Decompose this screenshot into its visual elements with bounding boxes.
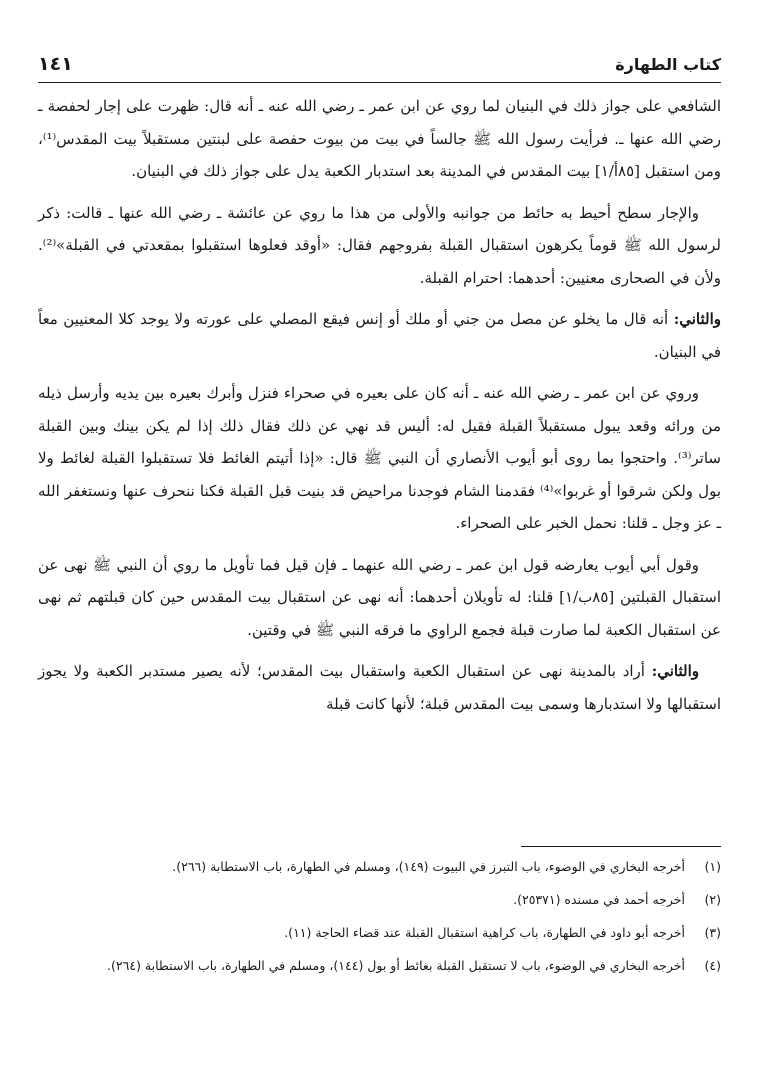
paragraph bbox=[38, 303, 721, 368]
paragraph-text: والإجار سطح أحيط به حائط من جوانبه والأولى من هذا ما روي عن عائشة ـ رضي الله عنها ـ قالت: ذكر لرسول الله ﷺ قوماً يكرهون استقبال القبلة بفروجهم فقال: «أوقد فعلوها استقبلوا بمقعدتي في القبلة»⁽²⁾. ولأن في الصحارى معنيين: أحدهما: احترام القبلة. bbox=[38, 203, 721, 287]
footnote-text: أخرجه أبو داود في الطهارة، باب كراهية استقبال القبلة عند قضاء الحاجة (١١). bbox=[284, 925, 685, 940]
paragraph-text: وقول أبي أيوب يعارضه قول ابن عمر ـ رضي الله عنهما ـ فإن قيل فما تأويل ما روي أن النبي ﷺ نهى عن استقبال القبلتين [٨٥ب/١] قلنا: له تأويلان أحدهما: أنه نهى عن استقبال بيت المقدس حين كان قبلتهم ثم نهى عن استقبال الكعبة لما صارت قبلة فجمع الراوي ما فرقه النبي ﷺ في وقتين. bbox=[38, 555, 721, 639]
footnote bbox=[38, 954, 721, 977]
footnote bbox=[38, 855, 721, 878]
paragraph-text: أراد بالمدينة نهى عن استقبال الكعبة واستقبال بيت المقدس؛ لأنه يصير مستدبر الكعبة ولا يجوز استقبالها ولا استدبارها وسمى بيت المقدس قبلة؛ لأنها كانت قبلة bbox=[38, 662, 721, 713]
header-rule bbox=[38, 82, 721, 83]
paragraph-text: وروي عن ابن عمر ـ رضي الله عنه ـ أنه كان على بعيره في صحراء فنزل وأبرك بعيره بين يديه وأرسل ذيله من ورائه وقعد يبول مستقبلاً القبلة فقيل له: أليس قد نهي عن ذلك فقال ذلك إذا لم يكن بينك وبين القبلة ساتر⁽³⁾. واحتجوا بما روى أبو أيوب الأنصاري أن النبي ﷺ قال: «إذا أتيتم الغائط فلا تستقبلوا القبلة لغائط ولا بول ولكن شرقوا أو غربوا»⁽⁴⁾ فقدمنا الشام فوجدنا مراحيض قد بنيت قبل القبلة فكنا ننحرف عنها ونستغفر الله ـ عز وجل ـ قلنا: نحمل الخبر على الصحراء. bbox=[38, 384, 722, 532]
paragraph-lead: والثاني: bbox=[673, 310, 721, 328]
footnote-number: (٣) bbox=[704, 925, 721, 940]
paragraph bbox=[38, 197, 721, 295]
paragraph bbox=[38, 377, 721, 540]
main-text bbox=[38, 90, 721, 729]
footnote-text: أخرجه البخاري في الوضوء، باب التبرز في البيوت (١٤٩)، ومسلم في الطهارة، باب الاستطابة (٢٦٦). bbox=[172, 859, 685, 874]
footnote-number: (٤) bbox=[704, 958, 721, 973]
footnote bbox=[38, 888, 721, 911]
page-number: ١٤١ bbox=[38, 53, 73, 75]
chapter-title: كتاب الطهارة bbox=[615, 54, 721, 74]
footnote-number: (١) bbox=[704, 859, 721, 874]
footnote-rule bbox=[521, 846, 721, 847]
running-header bbox=[38, 50, 721, 78]
footnote-text: أخرجه أحمد في مسنده (٢٥٣٧١). bbox=[513, 892, 685, 907]
book-page bbox=[38, 0, 721, 1092]
footnote-text: أخرجه البخاري في الوضوء، باب لا تستقبل القبلة بغائط أو بول (١٤٤)، ومسلم في الطهارة، باب الاستطابة (٢٦٤). bbox=[107, 958, 685, 973]
paragraph-text: الشافعي على جواز ذلك في البنيان لما روي عن ابن عمر ـ رضي الله عنه ـ أنه قال: ظهرت على إجار لحفصة ـ رضي الله عنها ـ. فرأيت رسول الله ﷺ جالساً في بيت من بيوت حفصة على لبنتين مستقبلاً بيت المقدس⁽¹⁾، ومن استقبل [٨٥أ/١] بيت المقدس في المدينة بعد استدبار الكعبة يدل على جواز ذلك في البنيان. bbox=[38, 97, 721, 180]
paragraph bbox=[38, 549, 721, 647]
paragraph bbox=[38, 655, 721, 720]
footnote bbox=[38, 921, 721, 944]
footnotes bbox=[38, 855, 721, 987]
paragraph-text: أنه قال ما يخلو عن مصل من جني أو ملك أو إنس فيقع المصلي على عورته ولا يوجد كلا المعنيين معاً في البنيان. bbox=[38, 310, 721, 361]
paragraph-lead: والثاني: bbox=[651, 662, 699, 680]
footnote-number: (٢) bbox=[704, 892, 721, 907]
paragraph bbox=[38, 90, 721, 188]
